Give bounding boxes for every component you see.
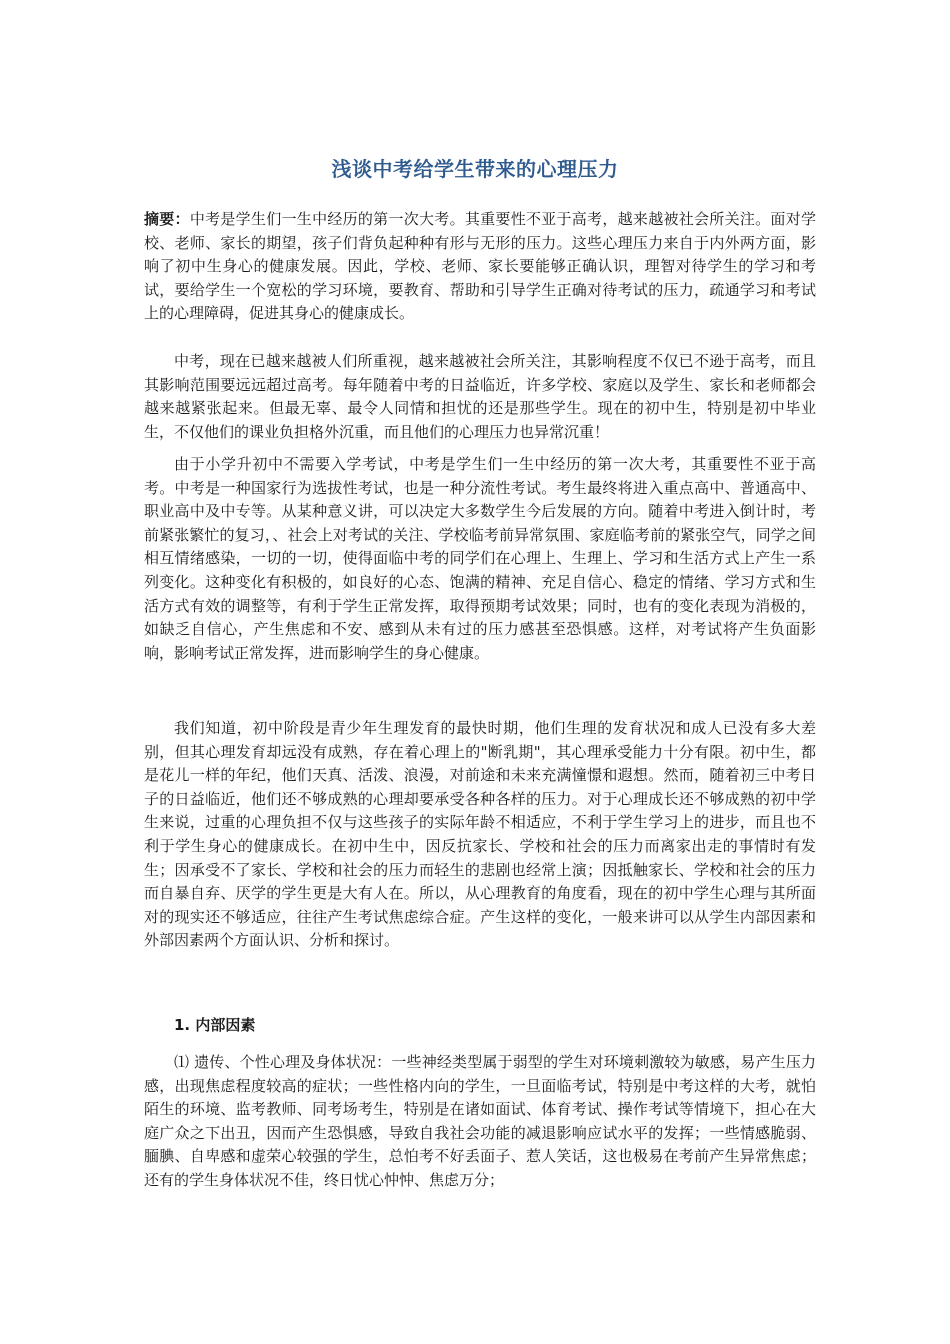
paragraph-1: [144, 350, 816, 444]
abstract-label: 摘要：: [144, 210, 190, 228]
document-title: 浅谈中考给学生带来的心理压力: [331, 157, 619, 181]
paragraph-3-text: 我们知道，初中阶段是青少年生理发育的最快时期，他们生理的发育状况和成人已没有多大差别，但其心理发育却远没有成熟，存在着心理上的"断乳期"，其心理承受能力十分有限。初中生，都是花儿一样的年纪，他们天真、活泼、浪漫，对前途和未来充满憧憬和遐想。然而，随着初三中考日子的日益临近，他们还不够成熟的心理却要承受各种各样的压力。对于心理成长还不够成熟的初中学生来说，过重的心理负担不仅与这些孩子的实际年龄不相适应，不利于学生学习上的进步，而且也不利于学生身心的健康成长。在初中生中，因反抗家长、学校和社会的压力而离家出走的事情时有发生；因承受不了家长、学校和社会的压力而轻生的悲剧也经常上演；因抵触家长、学校和社会的压力而自暴自弃、厌学的学生更是大有人在。所以，从心理教育的角度看，现在的初中学生心理与其所面对的现实还不够适应，往往产生考试焦虑综合症。产生这样的变化，一般来讲可以从学生内部因素和外部因素两个方面认识、分析和探讨。: [144, 719, 816, 950]
paragraph-2-text: 由于小学升初中不需要入学考试，中考是学生们一生中经历的第一次大考，其重要性不亚于高考。中考是一种国家行为选拔性考试，也是一种分流性考试。考生最终将进入重点高中、普通高中、职业高中及中专等。从某种意义讲，可以决定大多数学生今后发展的方向。随着中考进入倒计时，考前紧张繁忙的复习，、社会上对考试的关注、学校临考前异常氛围、家庭临考前的紧张空气，同学之间相互情绪感染，一切的一切，使得面临中考的同学们在心理上、生理上、学习和生活方式上产生一系列变化。这种变化有积极的，如良好的心态、饱满的精神、充足自信心、稳定的情绪、学习方式和生活方式有效的调整等，有利于学生正常发挥，取得预期考试效果；同时，也有的变化表现为消极的，如缺乏自信心，产生焦虑和不安、感到从未有过的压力感甚至恐惧感。这样，对考试将产生负面影响，影响考试正常发挥，进而影响学生的身心健康。: [144, 455, 816, 662]
paragraph-4-text: ⑴ 遗传、个性心理及身体状况：一些神经类型属于弱型的学生对环境刺激较为敏感，易产生压力感，出现焦虑程度较高的症状；一些性格内向的学生，一旦面临考试，特别是中考这样的大考，就怕陌生的环境、监考教师、同考场考生，特别是在诸如面试、体育考试、操作考试等情境下，担心在大庭广众之下出丑，因而产生恐惧感，导致自我社会功能的减退影响应试水平的发挥；一些情感脆弱、腼腆、自卑感和虚荣心较强的学生，总怕考不好丢面子、惹人笑话，这也极易在考前产生异常焦虑；还有的学生身体状况不佳，终日忧心忡忡、焦虑万分；: [144, 1053, 816, 1189]
abstract-text: 中考是学生们一生中经历的第一次大考。其重要性不亚于高考，越来越被社会所关注。面对学校、老师、家长的期望，孩子们背负起种种有形与无形的压力。这些心理压力来自于内外两方面，影响了初中生身心的健康发展。因此，学校、老师、家长要能够正确认识，理智对待学生的学习和考试，要给学生一个宽松的学习环境，要教育、帮助和引导学生正确对待考试的压力，疏通学习和考试上的心理障碍，促进其身心的健康成长。: [144, 210, 816, 323]
paragraph-2: [144, 453, 816, 665]
abstract-paragraph: [144, 208, 816, 326]
paragraph-3: [144, 717, 816, 953]
paragraph-4: [144, 1051, 816, 1193]
paragraph-1-text: 中考，现在已越来越被人们所重视，越来越被社会所关注，其影响程度不仅已不逊于高考，而且其影响范围要远远超过高考。每年随着中考的日益临近，许多学校、家庭以及学生、家长和老师都会越来越紧张起来。但最无辜、最令人同情和担忧的还是那些学生。现在的初中生，特别是初中毕业生，不仅他们的课业负担格外沉重，而且他们的心理压力也异常沉重！: [144, 352, 816, 441]
section-heading: 1. 内部因素: [174, 1016, 256, 1034]
